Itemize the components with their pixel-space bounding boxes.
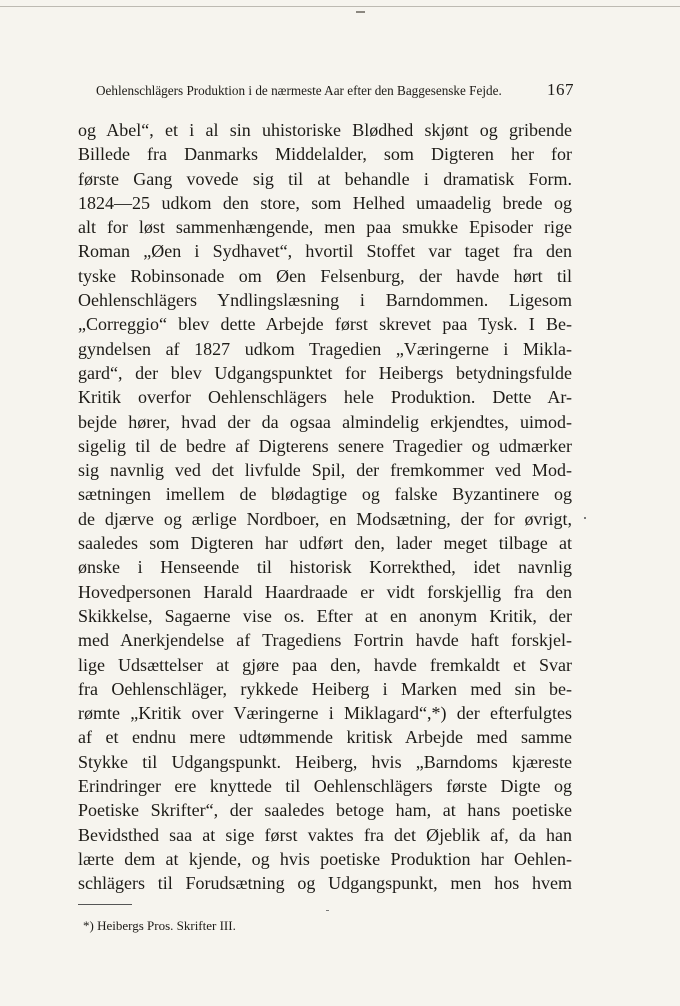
text-line: Billede fra Danmarks Middelalder, som Digteren her for (78, 144, 572, 165)
text-line: sigelig til de bedre af Digterens senere Tragedier og udmærker (78, 435, 572, 456)
text-line: lærte dem at kjende, og hvis poetiske Produktion har Oehlen- (78, 848, 572, 869)
scan-speck (584, 517, 586, 519)
text-line: Erindringer ere knyttede til Oehlenschlägers første Digte og (78, 776, 572, 797)
text-line: ønske i Henseende til historisk Korrekthed, idet navnlig (78, 557, 572, 578)
running-header (96, 80, 574, 100)
text-line: sætningen imellem de blødagtige og falske Byzantinere og (78, 484, 572, 505)
footnote-rule (78, 904, 132, 905)
text-line: Hovedpersonen Harald Haardraade er vidt forskjellig fra den (78, 581, 572, 602)
text-line: bejde hører, hvad der da ogsaa almindelig erkjendtes, uimod- (78, 411, 572, 432)
text-line: fra Oehlenschläger, rykkede Heiberg i Marken med sin be- (78, 678, 572, 699)
text-line: Stykke til Udgangspunkt. Heiberg, hvis „Barndoms kjæreste (78, 751, 572, 772)
text-line: Poetiske Skrifter“, der saaledes betoge ham, at hans poetiske (78, 800, 572, 821)
text-line: Bevidsthed saa at sige først vaktes fra det Øjeblik af, da han (78, 824, 572, 845)
running-header-title: Oehlenschlägers Produktion i de nærmeste Aar efter den Baggesenske Fejde. (96, 83, 502, 98)
text-line: saaledes som Digteren har udført den, lader meget tilbage at (78, 533, 572, 554)
top-edge-rule (0, 6, 680, 7)
text-line: af et endnu mere udtømmende kritisk Arbejde med samme (78, 727, 572, 748)
text-line: Kritik overfor Oehlenschlägers hele Produktion. Dette Ar- (78, 387, 572, 408)
text-line: tyske Robinsonade om Øen Felsenburg, der havde hørt til (78, 265, 572, 286)
top-print-mark (356, 11, 365, 13)
text-line: alt for løst sammenhængende, men paa smukke Episoder rige (78, 217, 572, 238)
text-line: lige Udsættelser at gjøre paa den, havde fremkaldt et Svar (78, 654, 572, 675)
text-line: Roman „Øen i Sydhavet“, hvortil Stoffet var taget fra den (78, 241, 572, 262)
text-line: første Gang vovede sig til at behandle i dramatisk Form. (78, 168, 572, 189)
text-line: de djærve og ærlige Nordboer, en Modsætning, der for øvrigt, (78, 508, 572, 529)
text-line: gard“, der blev Udgangspunktet for Heibergs betydningsfulde (78, 362, 572, 383)
text-line: sig navnlig ved det livfulde Spil, der fremkommer ved Mod- (78, 460, 572, 481)
footnote: *) Heibergs Pros. Skrifter III. (83, 918, 236, 933)
text-line: 1824—25 udkom den store, som Helhed umaadelig brede og (78, 192, 572, 213)
body-text (78, 118, 572, 896)
page-number: 167 (547, 80, 574, 99)
text-line: rømte „Kritik over Væringerne i Miklagard“,*) der efterfulgtes (78, 703, 572, 724)
text-line: Oehlenschlägers Yndlingslæsning i Barndommen. Ligesom (78, 290, 572, 311)
text-line: og Abel“, et i al sin uhistoriske Blødhed skjønt og gribende (78, 120, 572, 140)
text-line: med Anerkjendelse af Tragediens Fortrin havde haft forskjel- (78, 630, 572, 651)
text-line: „Correggio“ blev dette Arbejde først skrevet paa Tysk. I Be- (78, 314, 572, 335)
scan-speck (326, 910, 329, 911)
text-line: Skikkelse, Sagaerne vise os. Efter at en anonym Kritik, der (78, 605, 572, 626)
text-line: gyndelsen af 1827 udkom Tragedien „Væringerne i Mikla- (78, 338, 572, 359)
text-line: schlägers til Forudsætning og Udgangspunkt, men hos hvem (78, 873, 572, 894)
